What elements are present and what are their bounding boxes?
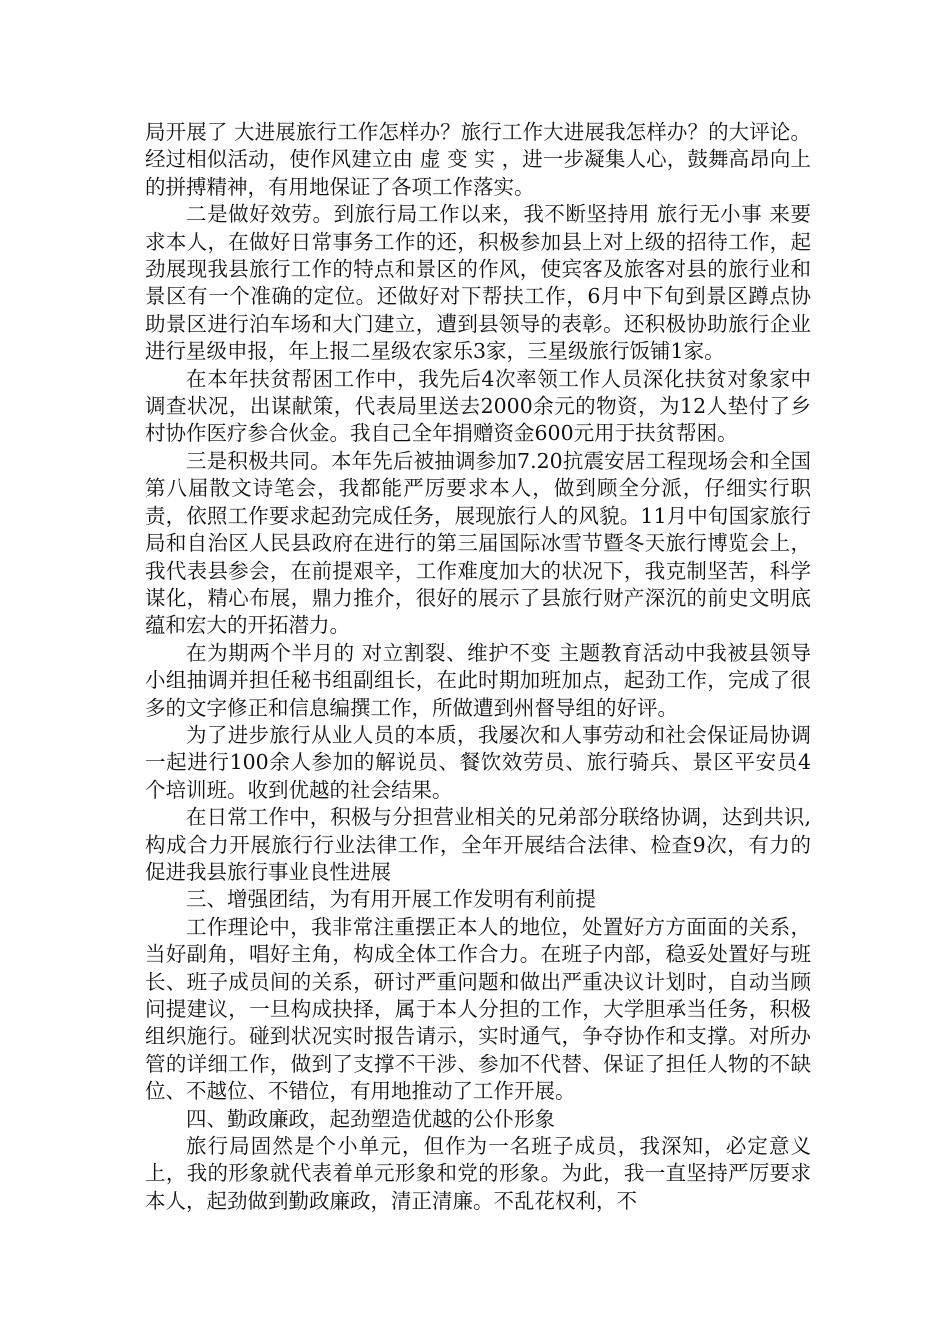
paragraph-daily-work: 在日常工作中，积极与分担营业相关的兄弟部分联络协调，达到共识,构成合力开展旅行行业法律工作，全年开展结合法律、检查9次，有力的促进我县旅行事业良性进展 xyxy=(145,805,811,884)
paragraph-education-campaign: 在为期两个半月的 对立割裂、维护不变 主题教育活动中我被县领导小组抽调并担任秘书组副组长，在此时期加班加点，起劲工作，完成了很多的文字修正和信息编撰工作，所做遭到州督导组的好评。 xyxy=(145,640,811,720)
paragraph-continued: 局开展了 大进展旅行工作怎样办？旅行工作大进展我怎样办？的大评论。经过相似活动，使作风建立由 虚 变 实 ，进一步凝集人心，鼓舞高昂向上的拼搏精神，有用地保证了各项工作落实。 xyxy=(145,120,811,199)
paragraph-unity: 工作理论中，我非常注重摆正本人的地位，处置好方方面面的关系，当好副角，唱好主角，构成全体工作合力。在班子内部，稳妥处置好与班长、班子成员间的关系，研讨严重问题和做出严重决议计划时，自动当顾问提建议，一旦构成抉择，属于本人分担的工作，大学胆承当任务，积极组织施行。碰到状况实时报告请示，实时通气，争夺协作和支撑。对所办管的详细工作，做到了支撑不干涉、参加不代替、保证了担任人物的不缺位、不越位、不错位，有用地推动了工作开展。 xyxy=(145,914,811,1104)
paragraph-poverty-relief: 在本年扶贫帮困工作中，我先后4次率领工作人员深化扶贫对象家中调查状况，出谋献策，代表局里送去2000余元的物资，为12人垫付了乡村协作医疗参合伙金。我自己全年捐赠资金600元用于扶贫帮困。 xyxy=(145,366,811,446)
paragraph-integrity: 旅行局固然是个小单元，但作为一名班子成员，我深知，必定意义上，我的形象就代表着单元形象和党的形象。为此，我一直坚持严厉要求本人，起劲做到勤政廉政，清正清廉。不乱花权利，不 xyxy=(145,1134,811,1213)
paragraph-service: 二是做好效劳。到旅行局工作以来，我不断坚持用 旅行无小事 来要求本人，在做好日常事务工作的还，积极参加县上对上级的招待工作，起劲展现我县旅行工作的特点和景区的作风，使宾客及旅客对县的旅行业和景区有一个准确的定位。还做好对下帮扶工作，6月中下旬到景区蹲点协助景区进行泊车场和大门建立，遭到县领导的表彰。还积极协助旅行企业进行星级申报，年上报二星级农家乐3家，三星级旅行饭铺1家。 xyxy=(145,202,811,364)
paragraph-training: 为了进步旅行从业人员的本质，我屡次和人事劳动和社会保证局协调一起进行100余人参加的解说员、餐饮效劳员、旅行骑兵、景区平安员4个培训班。收到优越的社会结果。 xyxy=(145,722,811,802)
section-heading-integrity: 四、勤政廉政，起劲塑造优越的公仆形象 xyxy=(186,1106,555,1131)
paragraph-cooperation: 三是积极共同。本年先后被抽调参加7.20抗震安居工程现场会和全国第八届散文诗笔会，我都能严厉要求本人，做到顾全分派，仔细实行职责，依照工作要求起劲完成任务，展现旅行人的风貌。11月中旬国家旅行局和自治区人民县政府在进行的第三届国际冰雪节暨冬天旅行博览会上，我代表县参会，在前提艰辛，工作难度加大的状况下，我克制坚苦，科学谋化，精心布展，鼎力推介，很好的展示了县旅行财产深沉的前史文明底蕴和宏大的开拓潜力。 xyxy=(145,448,811,638)
section-heading-unity: 三、增强团结，为有用开展工作发明有利前提 xyxy=(186,887,596,912)
document-body xyxy=(145,119,811,1215)
